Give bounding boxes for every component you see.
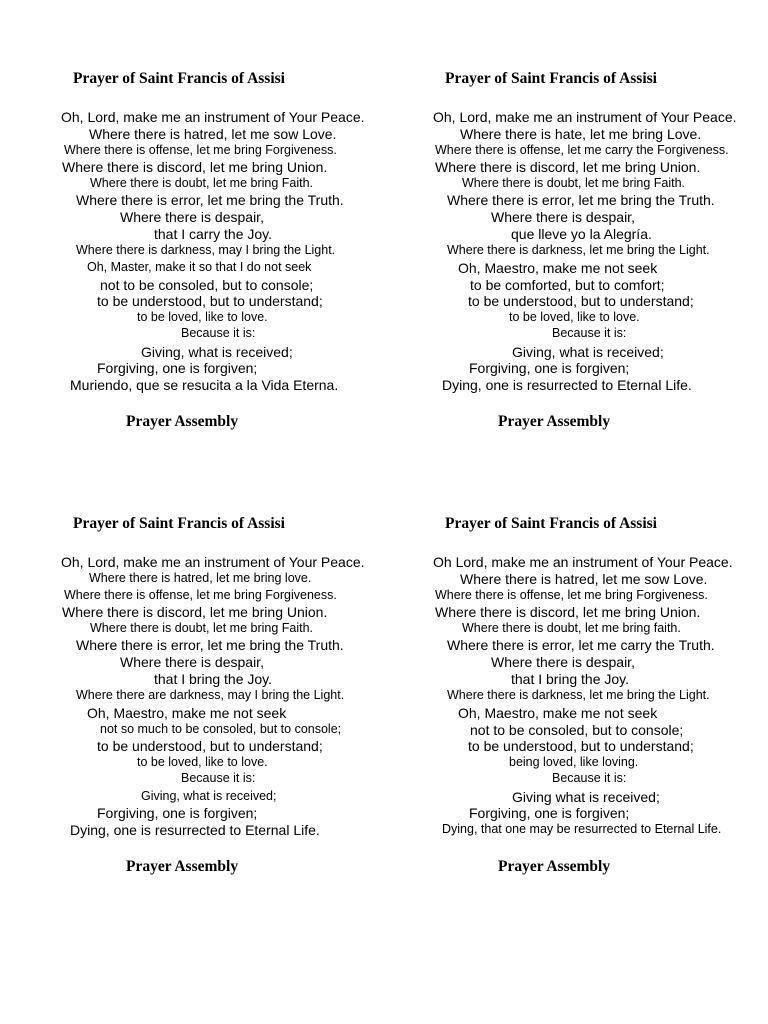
card-footer: Prayer Assembly: [126, 858, 239, 875]
prayer-line: to be comforted, but to comfort;: [470, 277, 665, 293]
prayer-line: Because it is:: [181, 326, 256, 340]
prayer-line: Where there is offense, let me bring Forgiveness.: [64, 143, 337, 157]
prayer-line: Where there is despair,: [120, 654, 264, 670]
card-title: Prayer of Saint Francis of Assisi: [73, 515, 285, 532]
prayer-line: Where there is hatred, let me sow Love.: [89, 126, 337, 142]
prayer-card-3: [0, 445, 384, 885]
prayer-line: Forgiving, one is forgiven;: [469, 805, 630, 821]
prayer-line: Oh, Maestro, make me not seek: [458, 260, 658, 276]
prayer-line: Forgiving, one is forgiven;: [469, 360, 630, 376]
prayer-line: Where there is hatred, let me bring love.: [89, 571, 312, 585]
prayer-line: Giving, what is received;: [141, 344, 293, 360]
prayer-line: Giving what is received;: [512, 789, 660, 805]
prayer-line: Because it is:: [181, 771, 256, 785]
prayer-line: Where there is darkness, let me bring the Light.: [447, 688, 710, 702]
prayer-line: Oh, Lord, make me an instrument of Your Peace.: [61, 109, 365, 125]
prayer-line: Oh, Maestro, make me not seek: [458, 705, 658, 721]
prayer-line: Where there is error, let me bring the Truth.: [447, 192, 715, 208]
prayer-line: to be understood, but to understand;: [97, 738, 323, 754]
card-footer: Prayer Assembly: [126, 413, 239, 430]
prayer-line: that I carry the Joy.: [154, 226, 273, 242]
prayer-line: Where there is error, let me bring the Truth.: [76, 637, 344, 653]
prayer-line: to be understood, but to understand;: [468, 293, 694, 309]
prayer-line: Because it is:: [552, 771, 627, 785]
prayer-line: Because it is:: [552, 326, 627, 340]
prayer-line: Giving, what is received;: [141, 789, 277, 803]
prayer-line: Where there is darkness, may I bring the Light.: [76, 243, 336, 257]
prayer-line: to be loved, like to love.: [509, 310, 640, 324]
prayer-line: to be understood, but to understand;: [468, 738, 694, 754]
card-title: Prayer of Saint Francis of Assisi: [445, 515, 657, 532]
prayer-line: Where there is doubt, let me bring Faith.: [90, 621, 314, 635]
prayer-line: Where there are darkness, may I bring the Light.: [76, 688, 345, 702]
prayer-card-4: [384, 445, 768, 885]
prayer-line: Oh, Master, make it so that I do not seek: [87, 260, 312, 274]
prayer-line: Where there is error, let me bring the Truth.: [76, 192, 344, 208]
prayer-line: Giving, what is received;: [512, 344, 664, 360]
prayer-line: Dying, one is resurrected to Eternal Life.: [70, 822, 320, 838]
prayer-line: to be loved, like to love.: [137, 310, 268, 324]
prayer-line: Muriendo, que se resucita a la Vida Eterna.: [70, 377, 339, 393]
prayer-line: Where there is despair,: [491, 654, 635, 670]
prayer-line: Where there is offense, let me carry the Forgiveness.: [435, 143, 729, 157]
prayer-card-2: [384, 0, 768, 440]
prayer-line: Where there is doubt, let me bring faith.: [462, 621, 681, 635]
prayer-line: Where there is despair,: [491, 209, 635, 225]
prayer-line: Oh Lord, make me an instrument of Your Peace.: [433, 554, 733, 570]
prayer-line: Oh, Maestro, make me not seek: [87, 705, 287, 721]
prayer-line: that I bring the Joy.: [154, 671, 273, 687]
prayer-line: Where there is error, let me carry the Truth.: [447, 637, 715, 653]
prayer-line: Where there is doubt, let me bring Faith.: [462, 176, 686, 190]
prayer-line: Where there is doubt, let me bring Faith.: [90, 176, 314, 190]
prayer-line: Dying, that one may be resurrected to Eternal Life.: [442, 822, 722, 836]
prayer-line: que lleve yo la Alegría.: [511, 226, 652, 242]
prayer-line: Where there is offense, let me bring Forgiveness.: [64, 588, 337, 602]
prayer-line: Where there is offense, let me bring Forgiveness.: [435, 588, 708, 602]
card-footer: Prayer Assembly: [498, 858, 611, 875]
prayer-line: that I bring the Joy.: [511, 671, 630, 687]
prayer-line: Where there is discord, let me bring Union.: [62, 159, 328, 175]
prayer-line: not to be consoled, but to console;: [470, 722, 684, 738]
prayer-line: Oh, Lord, make me an instrument of Your Peace.: [433, 109, 737, 125]
prayer-line: to be loved, like to love.: [137, 755, 268, 769]
prayer-line: not so much to be consoled, but to console;: [100, 722, 342, 736]
prayer-line: not to be consoled, but to console;: [100, 277, 314, 293]
prayer-line: Where there is hatred, let me sow Love.: [460, 571, 708, 587]
prayer-line: Where there is despair,: [120, 209, 264, 225]
prayer-line: Forgiving, one is forgiven;: [97, 360, 258, 376]
prayer-card-1: [0, 0, 384, 440]
prayer-line: to be understood, but to understand;: [97, 293, 323, 309]
prayer-line: being loved, like loving.: [509, 755, 639, 769]
prayer-line: Dying, one is resurrected to Eternal Life.: [442, 377, 692, 393]
card-title: Prayer of Saint Francis of Assisi: [73, 70, 285, 87]
prayer-line: Where there is discord, let me bring Union.: [435, 159, 701, 175]
prayer-line: Where there is darkness, let me bring the Light.: [447, 243, 710, 257]
prayer-line: Forgiving, one is forgiven;: [97, 805, 258, 821]
prayer-line: Where there is hate, let me bring Love.: [460, 126, 702, 142]
prayer-line: Where there is discord, let me bring Union.: [62, 604, 328, 620]
card-title: Prayer of Saint Francis of Assisi: [445, 70, 657, 87]
card-footer: Prayer Assembly: [498, 413, 611, 430]
prayer-line: Where there is discord, let me bring Union.: [435, 604, 701, 620]
prayer-line: Oh, Lord, make me an instrument of Your Peace.: [61, 554, 365, 570]
